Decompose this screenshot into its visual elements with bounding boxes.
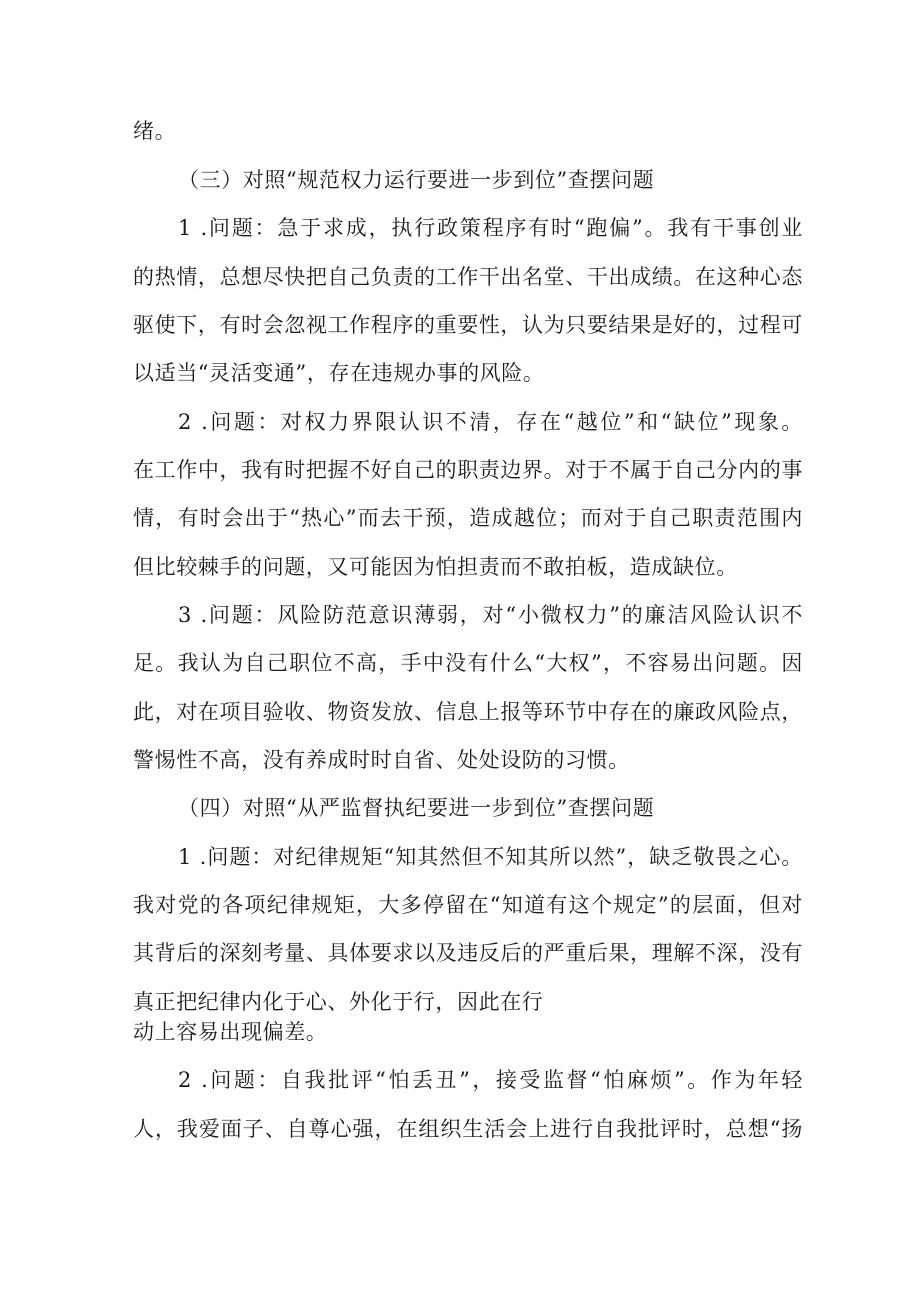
paragraph-line: 1 .问题：急于求成，执行政策程序有时“跑偏”。我有干事创业 — [178, 216, 803, 240]
paragraph-line: 绪。 — [133, 119, 177, 143]
paragraph-line: 其背后的深刻考量、具体要求以及违反后的严重后果，理解不深，没有 — [133, 941, 803, 965]
paragraph-line: 在工作中，我有时把握不好自己的职责边界。对于不属于自己分内的事 — [133, 458, 803, 482]
paragraph-line: 1 .问题：对纪律规矩“知其然但不知其所以然”，缺乏敬畏之心。 — [178, 845, 803, 869]
paragraph-line: 足。我认为自己职位不高，手中没有什么“大权”，不容易出问题。因 — [133, 651, 803, 675]
section-heading-4: （四）对照“从严监督执纪要进一步到位”查摆问题 — [178, 796, 655, 820]
paragraph-line: 情，有时会出于“热心”而去干预，造成越位；而对于自己职责范围内 — [133, 506, 803, 530]
paragraph-line: 以适当“灵活变通”，存在违规办事的风险。 — [133, 361, 545, 385]
section-heading-3: （三）对照“规范权力运行要进一步到位”查摆问题 — [178, 168, 655, 192]
paragraph-line: 动上容易出现偏差。 — [133, 1020, 328, 1044]
paragraph-line: 我对党的各项纪律规矩，大多停留在“知道有这个规定”的层面，但对 — [133, 893, 803, 917]
paragraph-line: 2 .问题：对权力界限认识不清，存在“越位”和“缺位”现象。 — [178, 410, 803, 434]
paragraph-line: 2 .问题：自我批评“怕丢丑”，接受监督“怕麻烦”。作为年轻 — [178, 1068, 803, 1092]
paragraph-line: 驱使下，有时会忽视工作程序的重要性，认为只要结果是好的，过程可 — [133, 313, 803, 337]
paragraph-line: 此，对在项目验收、物资发放、信息上报等环节中存在的廉政风险点， — [133, 700, 803, 724]
paragraph-line: 真正把纪律内化于心、外化于行，因此在行 — [133, 990, 544, 1014]
paragraph-line: 人，我爱面子、自尊心强，在组织生活会上进行自我批评时，总想“扬 — [133, 1117, 803, 1141]
paragraph-line: 3 .问题：风险防范意识薄弱，对“小微权力”的廉洁风险认识不 — [178, 603, 803, 627]
paragraph-line: 的热情，总想尽快把自己负责的工作干出名堂、干出成绩。在这种心态 — [133, 265, 803, 289]
paragraph-line: 警惕性不高，没有养成时时自省、处处设防的习惯。 — [133, 748, 630, 772]
paragraph-line: 但比较棘手的问题，又可能因为怕担责而不敢拍板，造成缺位。 — [133, 555, 738, 579]
